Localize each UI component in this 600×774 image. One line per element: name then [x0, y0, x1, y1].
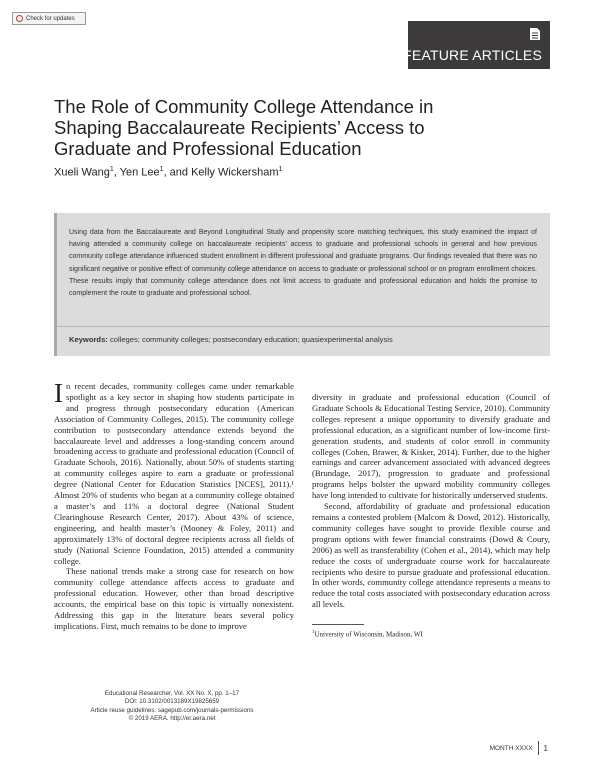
section-label: FEATURE ARTICLES — [403, 47, 542, 63]
footer-month: MONTH XXXX — [489, 744, 533, 752]
body-column-left — [54, 378, 294, 632]
body-paragraph: diversity in graduate and professional education (Council of Graduate Schools & Educational Testing Service, 2010). Community colleges represent a unique opportunity to diversify graduate and professional education, as a significant number of low-income first-generation students, and students of color enroll in community colleges (Cohen, Brawer, & Kisker, 2014). Further, due to the higher earnings and career advancement associated with advanced degrees (Brundage, 2017), progression to graduate and professional programs helps bolster the upward mobility community colleges have long intended to cultivate for historically underserved students. — [312, 392, 550, 501]
section-header — [403, 21, 550, 69]
page-number: 1 — [543, 743, 548, 753]
author-separator: , — [113, 166, 120, 179]
paragraph-text: n recent decades, community colleges came under remarkable spotlight as a key sector in shaping how students participate in and progress through postsecondary education (American Association of Community Colleges, 2015). The community college contribution to postsecondary attendance extends beyond the baccalaureate level and addresses a long-standing concern around broadening access to graduate and professional education (Council of Graduate Schools, 2016). Nationally, about 50% of students starting at community colleges aspire to earn a graduate or professional degree (National Center for Education Statistics [NCES], 2011).¹ Almost 20% of students who began at a community college obtained a master’s and 11% a doctoral degree (National Student Clearinghouse Research Center, 2017). About 43% of science, engineering, and health master’s (Mooney & Foley, 2011) and approximately 13% of doctoral degree recipients across all fields of study (National Science Foundation, 2015) attended a community college. — [54, 381, 294, 566]
author-separator: , and — [163, 166, 192, 179]
abstract-box — [54, 213, 550, 356]
check-updates-icon — [16, 15, 23, 22]
author-affiliation-mark: 1 — [159, 166, 164, 173]
author-affiliation-mark: 1 — [278, 166, 283, 173]
author-name: Yen Lee — [119, 166, 160, 179]
page-footer — [490, 741, 548, 755]
drop-cap: I — [54, 378, 63, 408]
keywords-text: colleges; community colleges; postsecondary education; quasiexperimental analysis — [107, 335, 393, 344]
body-column-right — [312, 392, 550, 610]
badge-label: Check for updates — [26, 15, 75, 22]
journal-reuse[interactable]: Article reuse guidelines: sagepub.com/journals-permissions — [90, 706, 254, 714]
author-name: Xueli Wang — [54, 166, 110, 179]
check-for-updates-badge[interactable] — [12, 12, 86, 25]
author-affiliation-mark: 1 — [109, 166, 114, 173]
body-paragraph: These national trends make a strong case for research on how community college attendance affects access to graduate and professional education. However, other than broad descriptive accounts, the empirical base on this topic is virtually nonexistent. Addressing this gap in the literature bears several policy implications. First, much remains to be done to improve — [54, 566, 294, 631]
article-title: The Role of Community College Attendance in Shaping Baccalaureate Recipients’ Access to Graduate and Professional Education — [54, 96, 434, 159]
journal-copyright[interactable]: © 2019 AERA. http://er.aera.net — [128, 714, 216, 722]
abstract-text: Using data from the Baccalaureate and Beyond Longitudinal Study and propensity score matching techniques, this study examined the impact of having attended a community college on baccalaureate recipients’ access to graduate and professional schools in general and how previous community college attendance influenced student enrollment in different professional and graduate programs. Our findings revealed that there was no significant negative or positive effect of community college attendance on access to graduate or professional school or on program enrollment choices. These results imply that community college attendance does not limit access to graduate and professional education and holds the promise to complement the route to graduate and professional school. — [69, 229, 537, 298]
footnote-mark: 1 — [312, 630, 315, 635]
body-paragraph: Second, affordability of graduate and professional education remains a contested problem (Malcom & Dowd, 2012). Historically, community colleges have sought to provide flexible course and program options with fewer financial constraints (Dowd & Coury, 2006) as well as transferability (Cohen et al., 2014), which may help reduce the costs of undergraduate course work for baccalaureate recipients who desire to pursue graduate and professional education. In other words, community college attendance represents a means to reduce the total costs associated with postsecondary education across all levels. — [312, 501, 550, 610]
author-name: Kelly Wickersham — [191, 166, 279, 179]
footnote — [312, 630, 423, 638]
body-paragraph — [54, 378, 294, 566]
document-icon — [529, 27, 541, 41]
author-list — [54, 166, 282, 179]
keywords-line — [57, 326, 550, 344]
footer-divider — [538, 741, 539, 755]
journal-doi[interactable]: DOI: 10.3102/0013189X19825659 — [124, 698, 220, 706]
journal-info — [72, 690, 272, 723]
footnote-divider — [312, 624, 364, 625]
journal-citation: Educational Researcher, Vol. XX No. X, pp. 1–17 — [104, 690, 240, 697]
keywords-label: Keywords: — [69, 335, 108, 344]
footnote-text: University of Wisconsin, Madison, WI — [314, 630, 423, 639]
